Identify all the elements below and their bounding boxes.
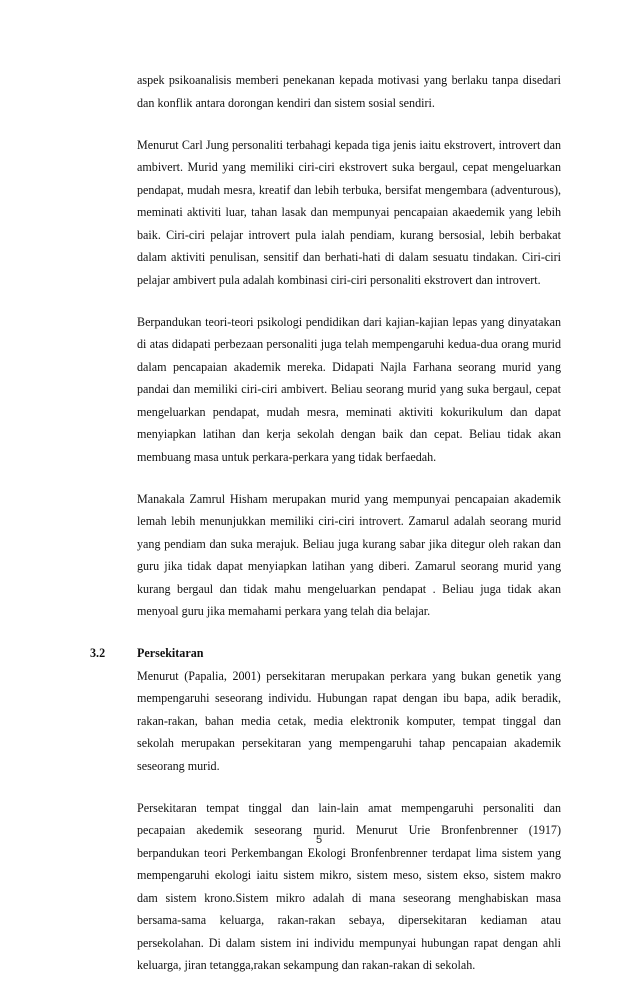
section-number: 3.2 <box>90 646 106 660</box>
paragraph-zamrul: Manakala Zamrul Hisham merupakan murid yang mempunyai pencapaian akademik lemah lebih menunjukkan memiliki ciri-ciri introvert. Zamarul adalah seorang murid yang pendiam dan suka merajuk. Beliau juga kurang sabar jika ditegur oleh rakan dan guru jika tidak dapat menyiapkan latihan yang diberi. Zamarul seorang murid yang kurang bergaul dan tidak mahu mengeluarkan pendapat . Beliau juga tidak akan menyoal guru jika memahami perkara yang telah dia belajar. <box>137 491 561 618</box>
paragraph-bronfenbrenner: Persekitaran tempat tinggal dan lain-lain amat mempengaruhi personaliti dan pecapaian akedemik seseorang murid. Menurut Urie Bronfenbrenner (1917) berpandukan teori Perkembangan Ekologi Bronfenbrenner terdapat lima sistem yang mempengaruhi ekologi iaitu sistem mikro, sistem meso, sistem ekso, sistem makro dam sistem krono.Sistem mikro adalah di mana seseorang menghabiskan masa bersama-sama keluarga, rakan-rakan sebaya, dipersekitaran kediaman atau persekolahan. Di dalam sistem ini individu mempunyai hubungan rapat dengan ahli keluarga, jiran tetangga,rakan sekampung dan rakan-rakan di sekolah. <box>137 800 561 972</box>
section-title: Persekitaran <box>137 646 204 660</box>
section-persekitaran <box>90 642 561 977</box>
paragraph-papalia: Menurut (Papalia, 2001) persekitaran merupakan perkara yang bukan genetik yang mempengaruhi seseorang individu. Hubungan rapat dengan ibu bapa, adik beradik, rakan-rakan, bahan media cetak, media elektronik komputer, tempat tinggal dan sekolah merupakan persekitaran yang mempengaruhi tahap pencapaian akademik seseorang murid. <box>137 668 561 773</box>
paragraph-carl-jung: Menurut Carl Jung personaliti terbahagi kepada tiga jenis iaitu ekstrovert, introvert dan ambivert. Murid yang memiliki ciri-ciri ekstrovert suka bergaul, cepat mengeluarkan pendapat, mudah mesra, kreatif dan lebih terbuka, bersifat mengembara (adventurous), meminati aktiviti luar, tahan lasak dan mempunyai pencapaian akaedemik yang lebih baik. Ciri-ciri pelajar introvert pula ialah pendiam, kurang bersosial, lebih berbakat dalam aktiviti penulisan, sensitif dan berhati-hati di dalam sesuatu tindakan. Ciri-ciri pelajar ambivert pula adalah kombinasi ciri-ciri personaliti ekstrovert dan introvert. <box>137 137 561 287</box>
page-body <box>90 69 561 996</box>
paragraph-theory-summary: Berpandukan teori-teori psikologi pendidikan dari kajian-kajian lepas yang dinyatakan di atas didapati perbezaan personaliti juga telah mempengaruhi kedua-dua orang murid dalam pencapaian akademik mereka. Didapati Najla Farhana seorang murid yang pandai dan memiliki ciri-ciri ambivert. Beliau seorang murid yang suka bergaul, cepat mengeluarkan pendapat, mudah mesra, meminati aktiviti kokurikulum dan dapat menyiapkan latihan dan kerja sekolah dengan baik dan cepat. Beliau tidak akan membuang masa untuk perkara-perkara yang tidak berfaedah. <box>137 314 561 464</box>
paragraph-psychoanalysis: aspek psikoanalisis memberi penekanan kepada motivasi yang berlaku tanpa disedari dan konflik antara dorongan kendiri dan sistem sosial sendiri. <box>137 73 561 110</box>
page-number: 5 <box>315 834 323 846</box>
